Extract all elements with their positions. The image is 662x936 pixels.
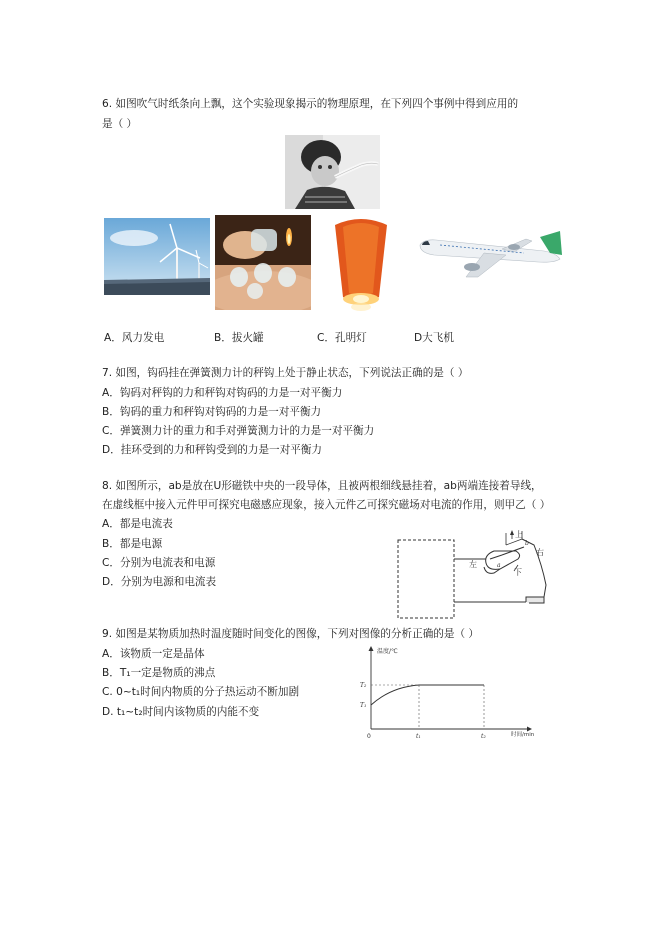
temperature-time-graph: [355, 643, 540, 741]
label-a: a: [497, 562, 501, 569]
q6-stem-line2: 是（ ）: [102, 118, 138, 130]
graph-T1: T₁: [360, 702, 367, 709]
label-left: 左: [469, 560, 477, 569]
q8-stem-line1: 8. 如图所示，ab是放在U形磁铁中央的一段导体，且被两根细线悬挂着，ab两端连接着导线，: [102, 480, 542, 492]
q6-option-a: A．风力发电: [104, 332, 165, 344]
graph-origin: 0: [367, 733, 371, 740]
label-down: 下: [514, 568, 522, 577]
q7-option-d: D．挂环受到的力和秤钩受到的力是一对平衡力: [102, 444, 323, 456]
q8-option-a: A．都是电流表: [102, 518, 173, 530]
q7-stem: 7. 如图，钩码挂在弹簧测力计的秤钩上处于静止状态，下列说法正确的是（ ）: [102, 367, 469, 379]
q6-option-d: D大飞机: [414, 332, 454, 344]
label-up: 上: [515, 530, 523, 539]
q8-stem-line2: 在虚线框中接入元件甲可探究电磁感应现象，接入元件乙可探究磁场对电流的作用，则甲乙（ ）: [102, 499, 551, 511]
q9-option-d: D. t₁~t₂时间内该物质的内能不变: [102, 706, 260, 718]
q7-option-b: B．钩码的重力和秤钩对钩码的力是一对平衡力: [102, 406, 322, 418]
graph-t1: t₁: [416, 733, 421, 740]
label-right: 右: [536, 548, 544, 557]
q8-option-c: C．分别为电流表和电源: [102, 557, 216, 569]
q9-stem: 9. 如图是某物质加热时温度随时间变化的图像，下列对图像的分析正确的是（ ）: [102, 628, 480, 640]
graph-T2: T₂: [360, 682, 367, 689]
magnet-circuit-figure: [394, 525, 566, 620]
q8-option-b: B．都是电源: [102, 538, 163, 550]
sky-lantern-photo: [317, 215, 405, 315]
q9-option-b: B．T₁一定是物质的沸点: [102, 667, 216, 679]
q9-option-c: C. 0~t₁时间内物质的分子热运动不断加剧: [102, 686, 300, 698]
graph-xlabel: 时间/min: [511, 732, 535, 738]
q7-option-c: C．弹簧测力计的重力和手对弹簧测力计的力是一对平衡力: [102, 425, 375, 437]
boy-blowing-paper-photo: [285, 135, 380, 209]
graph-ylabel: 温度/℃: [377, 648, 398, 655]
fire-cupping-photo: [215, 215, 311, 310]
q6-option-c: C．孔明灯: [317, 332, 367, 344]
q9-option-a: A．该物质一定是晶体: [102, 648, 205, 660]
q7-option-a: A．钩码对秤钩的力和秤钩对钩码的力是一对平衡力: [102, 387, 343, 399]
q6-stem-line1: 6. 如图吹气时纸条向上飘，这个实验现象揭示的物理原理，在下列四个事例中得到应用的: [102, 98, 519, 110]
airplane-photo: [414, 225, 564, 285]
wind-turbine-photo: [104, 218, 210, 295]
q8-option-d: D．分别为电源和电流表: [102, 576, 217, 588]
q6-option-b: B．拔火罐: [214, 332, 264, 344]
graph-t2: t₂: [481, 733, 486, 740]
label-b: b: [525, 540, 529, 547]
